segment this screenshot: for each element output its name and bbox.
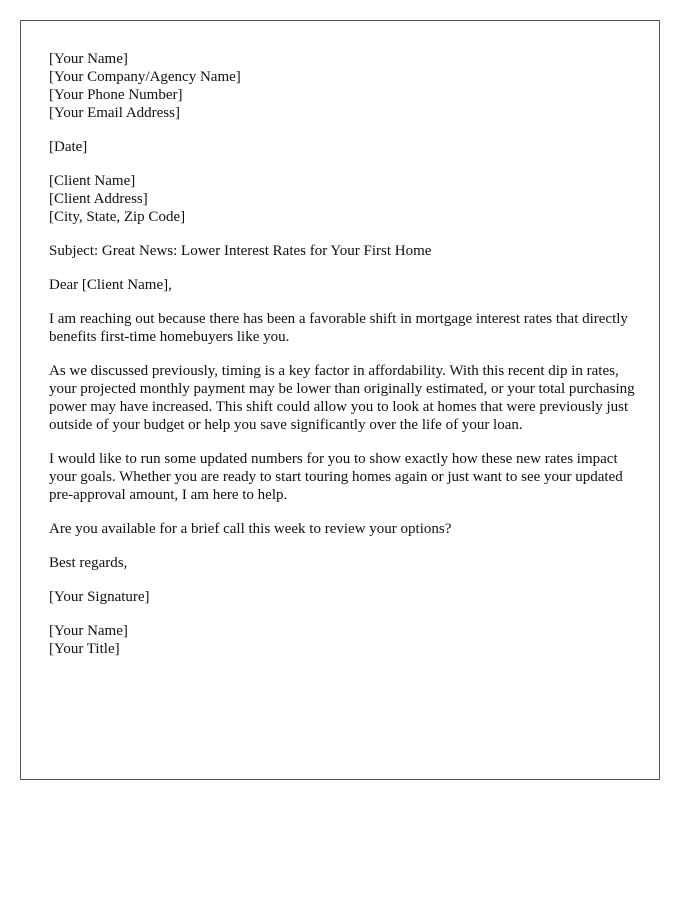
letter-content	[49, 50, 635, 674]
signoff-name: [Your Name]	[49, 623, 128, 639]
recipient-block	[49, 172, 635, 226]
sender-phone: [Your Phone Number]	[49, 87, 183, 103]
sender-email: [Your Email Address]	[49, 105, 180, 121]
body-paragraph-1: I am reaching out because there has been a favorable shift in mortgage interest rates that directly benefits first-time homebuyers like you.	[49, 311, 628, 345]
salutation: Dear [Client Name],	[49, 277, 172, 293]
closing: Best regards,	[49, 555, 128, 571]
recipient-city-state-zip: [City, State, Zip Code]	[49, 209, 186, 225]
body-paragraph-3: I would like to run some updated numbers for you to show exactly how these new rates impact your goals. Whether you are ready to start touring homes again or just want to see your updated pre-approval amount, I am here to help.	[49, 451, 623, 503]
signoff-title: [Your Title]	[49, 641, 120, 657]
signature-placeholder: [Your Signature]	[49, 589, 150, 605]
recipient-address: [Client Address]	[49, 191, 148, 207]
letter-date: [Date]	[49, 139, 88, 155]
letter-page	[20, 20, 660, 780]
sender-block	[49, 50, 635, 122]
subject-line: Subject: Great News: Lower Interest Rates for Your First Home	[49, 243, 432, 259]
date-block	[49, 138, 635, 156]
body-paragraph-4: Are you available for a brief call this week to review your options?	[49, 521, 452, 537]
sender-name: [Your Name]	[49, 51, 128, 67]
signoff-block	[49, 622, 635, 658]
sender-company: [Your Company/Agency Name]	[49, 69, 241, 85]
body-paragraph-2: As we discussed previously, timing is a key factor in affordability. With this recent dip in rates, your projected monthly payment may be lower than originally estimated, or your total purchasing power may have increased. This shift could allow you to look at homes that were previously just outside of your budget or help you save significantly over the life of your loan.	[49, 363, 635, 433]
recipient-name: [Client Name]	[49, 173, 136, 189]
